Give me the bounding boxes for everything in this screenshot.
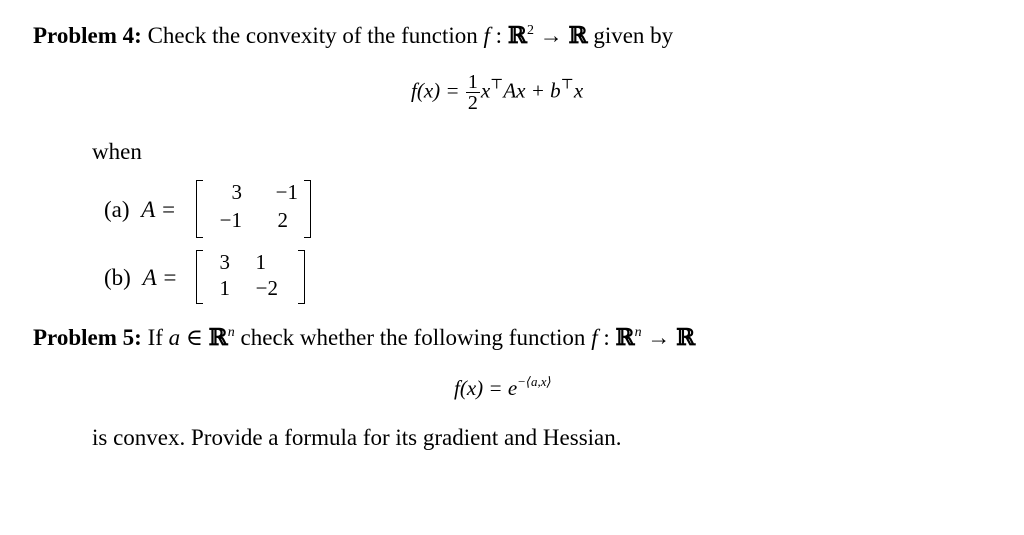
vector-space: ℝ <box>208 324 228 351</box>
problem-5-label: Problem 5: <box>33 325 142 350</box>
equation-5-lhs: f(x) = e <box>454 376 518 400</box>
function-symbol: f <box>483 23 490 48</box>
fraction-numerator: 1 <box>467 71 478 93</box>
matrix-a-left-bracket <box>196 180 203 238</box>
transpose-symbol-2: ⊤ <box>560 77 574 93</box>
transpose-symbol: ⊤ <box>490 77 504 93</box>
matrix-a-cell: −1 <box>275 180 298 204</box>
matrix-a-right-bracket <box>304 180 311 238</box>
matrix-b-right-bracket <box>298 250 305 304</box>
equation-term-x: x <box>480 78 491 103</box>
part-b-lhs: A = <box>142 265 178 290</box>
matrix-b-cell: −2 <box>255 276 278 300</box>
domain-exponent-5: n <box>634 325 642 340</box>
matrix-b-left-bracket <box>196 250 203 304</box>
codomain-set: ℝ <box>568 22 588 49</box>
element-of: ∈ <box>180 325 209 350</box>
domain-set-5: ℝ <box>615 324 635 351</box>
problem-4-statement <box>33 24 673 47</box>
matrix-b-cell: 1 <box>219 276 230 300</box>
part-b-marker: (b) <box>104 265 131 290</box>
problem-5-text-2: check whether the following function <box>240 325 586 350</box>
equation-5-exponent: −⟨a,x⟩ <box>517 374 552 389</box>
matrix-b-cell: 1 <box>255 250 266 274</box>
vector-space-exponent: n <box>227 325 235 340</box>
domain-exponent: 2 <box>526 23 534 38</box>
matrix-b-cell: 3 <box>219 250 230 274</box>
part-a-marker: (a) <box>104 197 130 222</box>
problem-5-closing: is convex. Provide a formula for its gradient and Hessian. <box>92 425 622 450</box>
equation-term-x-2: x <box>573 78 584 103</box>
matrix-a-cell: −1 <box>219 208 242 232</box>
arrow: → <box>533 23 569 48</box>
problem-4-equation <box>411 72 583 113</box>
when-text: when <box>92 139 142 164</box>
problem-4-text: Check the convexity of the function <box>147 23 478 48</box>
equation-term-ax-b: Ax + b <box>503 78 561 103</box>
colon: : <box>489 23 508 48</box>
matrix-a-cell: 3 <box>231 180 242 204</box>
problem-5-equation <box>454 376 552 401</box>
arrow-5: → <box>641 325 677 350</box>
problem-5-text-1: If <box>147 325 163 350</box>
fraction-denominator: 2 <box>467 92 478 114</box>
function-symbol-5: f <box>591 325 598 350</box>
equation-lhs: f(x) = <box>411 78 465 103</box>
problem-4-text-after: given by <box>593 23 674 48</box>
problem-4-label: Problem 4: <box>33 23 142 48</box>
one-half-fraction <box>466 72 480 113</box>
matrix-b <box>196 250 316 306</box>
problem-5-statement <box>33 326 695 349</box>
matrix-a-cell: 2 <box>277 208 288 232</box>
codomain-set-5: ℝ <box>676 324 696 351</box>
colon-5: : <box>597 325 616 350</box>
part-a-label <box>104 198 176 221</box>
matrix-a <box>196 180 320 240</box>
part-a-lhs: A = <box>141 197 177 222</box>
vector-a: a <box>168 325 181 350</box>
domain-set: ℝ <box>507 22 527 49</box>
part-b-label <box>104 266 177 289</box>
